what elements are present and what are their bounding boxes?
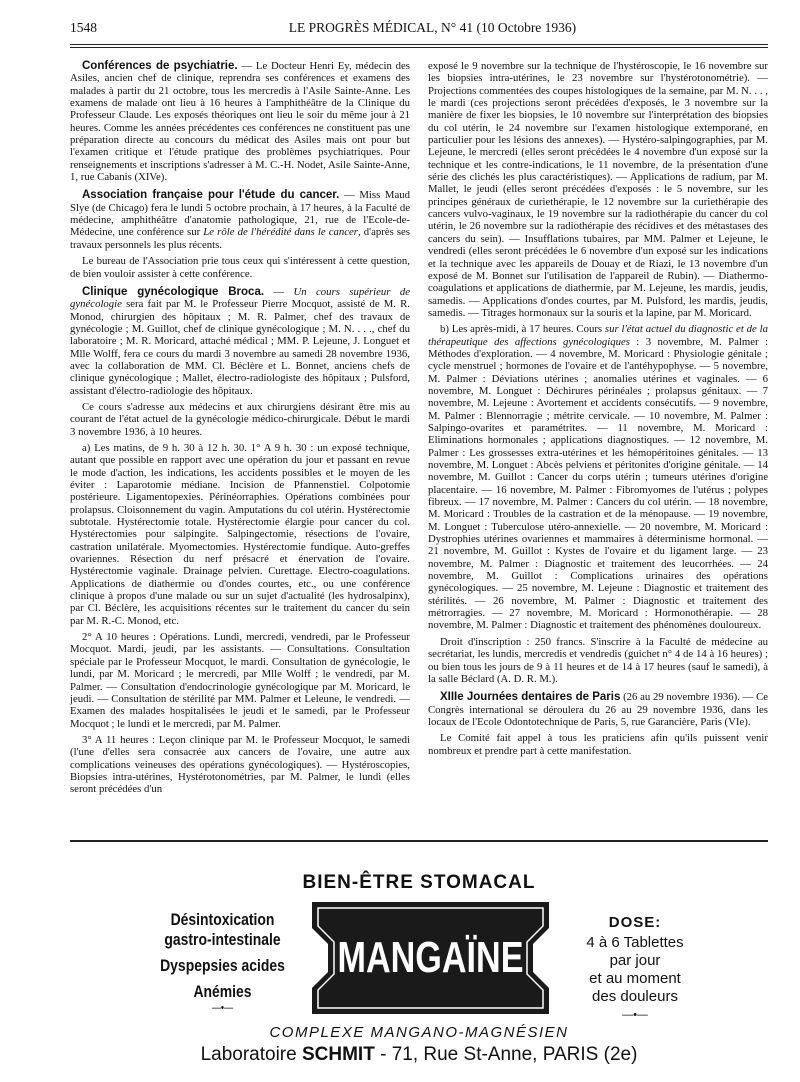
dash: — bbox=[264, 285, 294, 298]
section-heading: Conférences de psychiatrie. bbox=[82, 60, 238, 72]
ad-indications bbox=[151, 910, 295, 1014]
dose-line: des douleurs bbox=[592, 988, 678, 1005]
paragraph-text: , d'après ses travaux personnels les plus récents. bbox=[70, 226, 410, 251]
paragraph-text: — Le Docteur Henri Ey, médecin des Asiles, ancien chef de clinique, reprendra ses conférences et examens des malades à partir du 21 octobre, tous les mercredis à l'Asile Sainte-Anne. Les examens de malade ont lieu à 16 heures à l'amphithéâtre de la Clinique du Professeur Claude. Les exposés théoriques ont lieu le soir du même jour à 21 heures. Comme les années précédentes ces conférences ne constituent pas une préparation directe au concours du médicat des Asiles mais ont pour but l'examen critique et l'étude pratique des problèmes psychiatriques. Pour renseignements et inscriptions s'adresser à M. C.-H. Nodet, Asile Sainte-Anne, 1, rue Cabanis (XIVe). bbox=[70, 60, 410, 184]
brand-name: MANGAÏNE bbox=[337, 933, 524, 982]
section-broca bbox=[70, 286, 410, 397]
mangaine-logo bbox=[312, 902, 549, 1014]
paragraph: exposé le 9 novembre sur la technique de l'hystéroscopie, le 16 novembre sur les biopsies intra-utérines, le 23 novembre sur l'hystérotonométrie). — Projections commentées des coupes histologiques de la semaine, par M. N. . . , le mardi (ces projections seront précédées d'exposés, le 3 novembre sur la manière de fixer les biopsies, le 10 novembre sur l'interprétation des biopsies du col utérin, le 24 novembre sur l'examen histologique extemporané, en particulier pour les lésions des annexes). — Hystéro-salpingographies, par M. Lejeune, le mercredi (elles seront précédées le 4 novembre d'un exposé sur la technique et les contre-indications, le 11 novembre, de la présentation d'une série des clichés les plus caractéristiques). — Applications de radium, par M. Mallet, le jeudi (elles seront précédées d'exposés : le 5 novembre, sur les principes généraux de curiethérapie, le 12 novembre sur la curiethérapie des cancers vulvo-vaginaux, le 19 novembre sur la radiothérapie du cancer du col utérin, le 26 novembre sur la radiothérapie des récidives et des métastases des cancers du sein). — Insufflations tubaires, par MM. Palmer et Lejeune, le vendredi (elles seront précédées le 6 novembre d'un exposé sur les indications et la technique avec les appareils de Douay et de Riazi, le 13 novembre d'un exposé de M. Bonnet sur l'utilisation de l'appareil de Rubin). — Diathermo-coagulations et applications de diathermie, par M. Lejeune, les mardis, jeudis, samedis. — Applications d'ondes courtes, par M. Pulsford, les mardis, jeudis, samedis. — Titrages hormonaux sur la souris et la lapine, par M. Moricard. bbox=[428, 60, 768, 319]
dose-label: DOSE: bbox=[608, 914, 662, 931]
ad-indication: Dyspepsies acides bbox=[160, 956, 285, 975]
journal-title: LE PROGRÈS MÉDICAL, N° 41 (10 Octobre 1936) bbox=[288, 20, 577, 35]
italic-phrase: sur l'état actuel du diagnostic et de la thérapeutique des affections gynécologiques bbox=[428, 323, 768, 348]
ad-ornament: —•— bbox=[622, 1009, 648, 1021]
paragraph: a) Les matins, de 9 h. 30 à 12 h. 30. 1° A 9 h. 30 : un exposé technique, autant que possible en rapport avec une opération du jour et passant en revue le mode d'action, les indications, les accidents possibles et le moyen de les éviter : Laparotomie médiane. Incision de Pfannenstiel. Colpotomie postérieure. Ligamentopexies. Périnéorraphies. Opérations combinées pour prolapsus. Cloisonnement du vagin. Amputations du col utérin. Hystérectomie subtotale. Hystérectomie totale. Hystérectomie élargie pour cancer du col. Hystérectomies pour salpingite. Salpingectomie, résections de l'ovaire, castration unilatérale. Myomectomies. Hystérectomie fundique. Auto-greffes ovariennes. Résection du nerf présacré et énervation de l'ovaire. Hystérectomie vaginale. Drainage pelvien. Curettage. Electro-coagulations. Applications de diathermie ou d'ondes courtes, etc., ou une conférence clinique à propos d'une malade ou sur un sujet d'actualité (les hydrosalpinx), par Cl. Béclère, les acquisitions récentes sur le traitement du cancer du sein par M. R.-C. Monod, etc. bbox=[70, 441, 410, 627]
text-columns bbox=[70, 60, 768, 830]
right-column bbox=[428, 60, 768, 830]
ad-subtitle: COMPLEXE MANGANO-MAGNÉSIEN bbox=[269, 1024, 569, 1041]
section-heading: Association française pour l'étude du cancer. bbox=[82, 189, 340, 202]
italic-phrase: Un cours supérieur de gynécologie bbox=[70, 285, 411, 311]
ad-indication: gastro-intestinale bbox=[164, 930, 281, 949]
paragraph-afternoon bbox=[428, 323, 768, 632]
lab-address: - 71, Rue St-Anne, PARIS (2e) bbox=[374, 1044, 638, 1065]
paragraph: Le bureau de l'Association prie tous ceux qui s'intéressent à cette question, de bien vouloir assister à cette conférence. bbox=[70, 255, 410, 280]
lab-name: SCHMIT bbox=[301, 1044, 375, 1065]
ad-indication: Désintoxication bbox=[170, 910, 275, 929]
paragraph: Ce cours s'adresse aux médecins et aux chirurgiens désirant être mis au courant de l'état actuel de la gynécologie médico-chirurgicale. Début le mardi 3 novembre 1936, à 10 heures. bbox=[70, 400, 410, 438]
section-heading: Clinique gynécologique Broca. bbox=[82, 285, 265, 298]
page-number: 1548 bbox=[70, 20, 97, 35]
paragraph: Le Comité fait appel à tous les praticiens afin qu'ils puissent venir nombreux et prendre part à cette manifestation. bbox=[428, 732, 768, 757]
dose-line: et au moment bbox=[589, 970, 681, 987]
paragraph-text: — Miss Maud Slye (de Chicago) fera le lundi 5 octobre prochain, à 17 heures, à la Faculté de médecine, amphithéâtre d'anatomie pathologique, 21, rue de l'Ecole-de-Médecine, une conférence sur bbox=[70, 189, 410, 239]
paragraph: 2° A 10 heures : Opérations. Lundi, mercredi, vendredi, par le Professeur Mocquot. Mardi, jeudi, par les assistants. — Consultations. Consultation spéciale par le Professeur Mocquot, le mardi. Consultation de gynécologie, le lundi, par M. Moricard ; le mercredi, par Mlle Wolff ; le vendredi, par M. Palmer. — Consultation d'endocrinologie gynécologique par M. Moricard, le jeudi. — Consultation de stérilité par MM. Palmer et Leleune, le vendredi. — Examen des malades hospitalisées le jeudi et le samedi, par le Professeur Mocquot ; le lundi et le mercredi, par M. Palmer. bbox=[70, 631, 410, 730]
paragraph-text: : 3 novembre, M. Palmer : Méthodes d'exploration. — 4 novembre, M. Moricard : Physiologie génitale ; cycle menstruel ; hormones de l'ovaire et de l'antéhypophyse. — 5 novembre, M. Palmer : Déviations utérines ; anomalies utérines et vaginales. — 6 novembre, M. Longuet : Déchirures périnéales ; prolapsus génitaux. — 7 novembre, M. Lejeune : Avortement et accidents consécutifs. — 9 novembre, M. Palmer : Blennorragie ; métrite cervicale. — 10 novembre, M. Palmer : Salpingo-ovarites et paramétrites. — 11 novembre, M. Moricard : Eliminations hormonales ; applications diagnostiques. — 12 novembre, M. Palmer : Les grossesses extra-utérines et les hémopéritoines génitales. — 13 novembre, M. Longuet : Abcès pelviens et péritonites d'origine génitale. — 14 novembre, M. Guillot : Cancer du corps utérin ; tumeurs utérines d'origine placentaire. — 16 novembre, M. Palmer : Fibromyomes de l'utérus ; polypes fibreux. — 17 novembre, M. Palmer : Cancers du col utérin. — 18 novembre, M. Moricard : Troubles de la castration et de la ménopause. — 19 novembre, M. Longuet : Tuberculose utéro-annexielle. — 20 novembre, M. Moricard : Dystrophies utérines ovariennes et mammaires à déterminisme hormonal. — 21 novembre, M. Guillot : Kystes de l'ovaire et du ligament large. — 23 novembre, M. Palmer : Diagnostic et traitement des leucorrhées. — 24 novembre, M. Guillot : Complications urinaires des opérations gynécologiques. — 25 novembre, M. Lejeune : Diagnostic et traitement des stérilités. — 26 novembre, M. Palmer : Diagnostic et traitement des métrorragies. — 27 novembre, M. Moricard : Hormonothérapie. — 28 novembre, M. Palmer : Diagnostic et traitement des phénomènes douloureux. bbox=[428, 335, 769, 632]
paragraph: 3° A 11 heures : Leçon clinique par M. le Professeur Mocquot, le samedi (l'une d'elles sera consacrée aux cancers de l'ovaire, une autre aux complications veineuses des opérations gynécologiques). — Hystéroscopies, Biopsies intra-utérines, Hystérotonométries, par M. Palmer, le lundi (elles seront précédées d'un bbox=[70, 733, 410, 796]
ad-indication: Anémies bbox=[193, 982, 252, 1001]
header-rule bbox=[70, 44, 768, 45]
left-column bbox=[70, 60, 410, 830]
section-heading: XIIIe Journées dentaires de Paris bbox=[440, 691, 621, 704]
lab-prefix: Laboratoire bbox=[200, 1044, 302, 1065]
paragraph: Droit d'inscription : 250 francs. S'inscrire à la Faculté de médecine au secrétariat, les lundis, mercredis et vendredis (guichet n° 4 de 14 à 16 heures) ; ou bien tous les jours de 9 à 11 heures et de 14 à 17 heures (sauf le samedi), à la salle Béclard (A. D. R. M.). bbox=[428, 635, 768, 685]
section-dentaires bbox=[428, 691, 768, 728]
paragraph-text: (26 au 29 novembre 1936). — Ce Congrès international se déroulera du 26 au 29 novembre 1936, dans les locaux de l'Ecole Odontotechnique de Paris, 5, rue Garancière, Paris (VIe). bbox=[428, 691, 769, 728]
ad-dosage bbox=[570, 914, 700, 1024]
italic-title: Le rôle de l'hérédité dans le cancer bbox=[203, 226, 358, 239]
ad-tagline: BIEN-ÊTRE STOMACAL bbox=[302, 872, 536, 893]
advertisement bbox=[70, 848, 768, 1073]
section-psychiatrie bbox=[70, 60, 410, 183]
ad-laboratory bbox=[70, 1044, 768, 1066]
ad-ornament: —•— bbox=[211, 1002, 234, 1014]
ad-rule bbox=[70, 840, 768, 842]
page-header bbox=[70, 20, 768, 40]
section-cancer bbox=[70, 189, 410, 251]
paragraph-text: sera fait par M. le Professeur Pierre Mocquot, assisté de M. R. Monod, chirurgien des hôpitaux ; M. R. Palmer, chef des travaux de gynécologie ; M. Guillot, chef de clinique gynécologique ; M. N. . . ., chef du laboratoire ; M. R. Moricard, attaché médical ; MM. P. Lejeune, J. Longuet et Mlle Wolff, fera ce cours du mardi 3 novembre au samedi 28 novembre 1936, avec la collaboration de MM. Cl. Béclère et L. Bonnet, anciens chefs de clinique gynécologique ; Mallet, électro-radiologiste des hôpitaux ; Pulsford, assistant d'électro-radiologie des hôpitaux. bbox=[70, 298, 410, 397]
paragraph-text: b) Les après-midi, à 17 heures. Cours bbox=[440, 323, 605, 336]
header-rule-thin bbox=[70, 47, 768, 48]
dose-line: par jour bbox=[609, 952, 661, 969]
dose-line: 4 à 6 Tablettes bbox=[586, 934, 684, 951]
